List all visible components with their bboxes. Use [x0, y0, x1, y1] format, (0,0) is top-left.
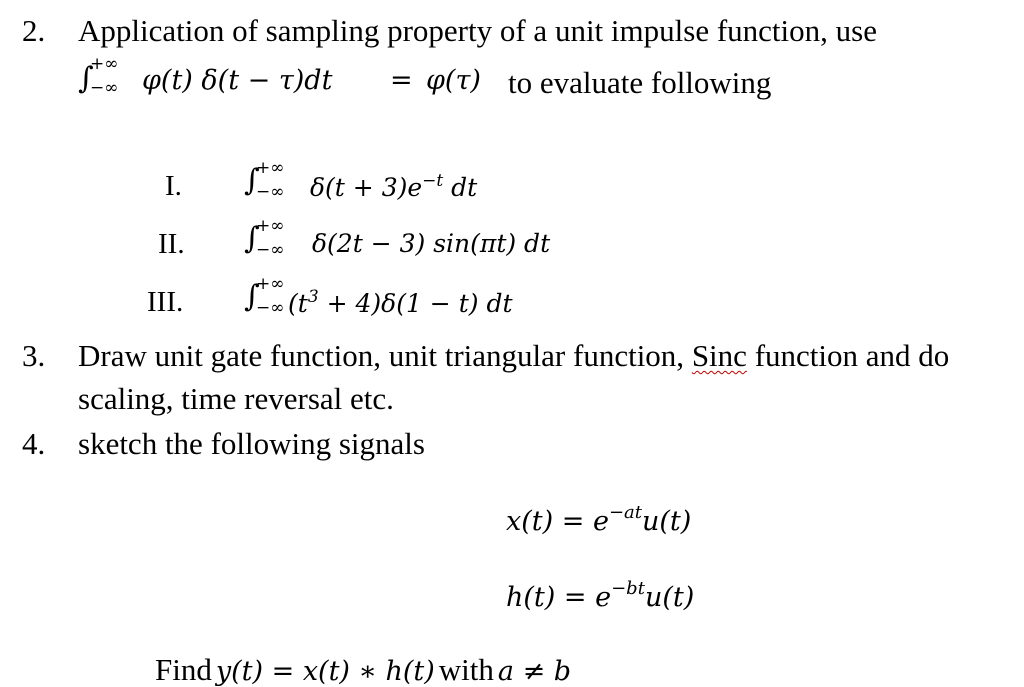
item-roman-ii: II. [158, 228, 185, 260]
item-i-expression: $\delta(t + 3)e^{-t}$ dt [310, 171, 478, 202]
integral-sign: ∫ [78, 61, 94, 96]
integral-sign: ∫ [244, 163, 260, 198]
formula-tail-text: to evaluate following [508, 65, 772, 100]
question-2-number: 2. [22, 13, 46, 48]
item-ii-expression: δ(2t − 3) sin(πt) dt [312, 229, 551, 258]
item-iii-expression: $(t^3 + 4)\delta(1 - t)$ dt [288, 287, 513, 318]
formula-result: φ(τ) [426, 65, 481, 96]
item-ii-integral [244, 216, 644, 262]
integral-sign: ∫ [244, 279, 260, 314]
question-3-line-2: scaling, time reversal etc. [78, 381, 394, 416]
question-3-line-1: Draw unit gate function, unit triangular function, Sinc function and do [78, 338, 950, 373]
integral-upper-limit: +∞ [256, 158, 285, 178]
integral-upper-limit: +∞ [256, 274, 285, 294]
signal-x-equation: $x(t) = e^{-at}u(t)$ [506, 502, 692, 537]
integral-lower-limit: −∞ [256, 298, 285, 318]
item-i-integral [244, 158, 544, 204]
with-label: with [438, 652, 494, 687]
question-3-number: 3. [22, 338, 46, 373]
integral-upper-limit: +∞ [256, 216, 285, 236]
item-roman-i: I. [165, 170, 182, 202]
formula-integrand: φ(t) δ(t − τ)dt [142, 65, 333, 96]
item-roman-iii: III. [147, 286, 184, 318]
integral-lower-limit: −∞ [256, 240, 285, 260]
question-2-text: Application of sampling property of a unit impulse function, use [78, 13, 877, 48]
integral-lower-limit: −∞ [256, 182, 285, 202]
find-convolution-line [155, 654, 571, 685]
signal-h-equation: $h(t) = e^{-bt}u(t)$ [506, 578, 695, 613]
sampling-property-formula [78, 56, 798, 100]
question-4-text: sketch the following signals [78, 426, 425, 461]
condition-expression: a ≠ b [497, 656, 572, 687]
convolution-expression: y(t) = x(t) ∗ h(t) [215, 656, 435, 687]
formula-equals: = [390, 65, 413, 96]
find-label: Find [155, 652, 212, 687]
integral-upper-limit: +∞ [90, 54, 119, 74]
item-iii-integral [244, 274, 644, 320]
question-4-number: 4. [22, 426, 46, 461]
spellcheck-flagged-word[interactable]: Sinc [691, 338, 747, 373]
integral-sign: ∫ [244, 221, 260, 256]
integral-lower-limit: −∞ [90, 78, 119, 98]
